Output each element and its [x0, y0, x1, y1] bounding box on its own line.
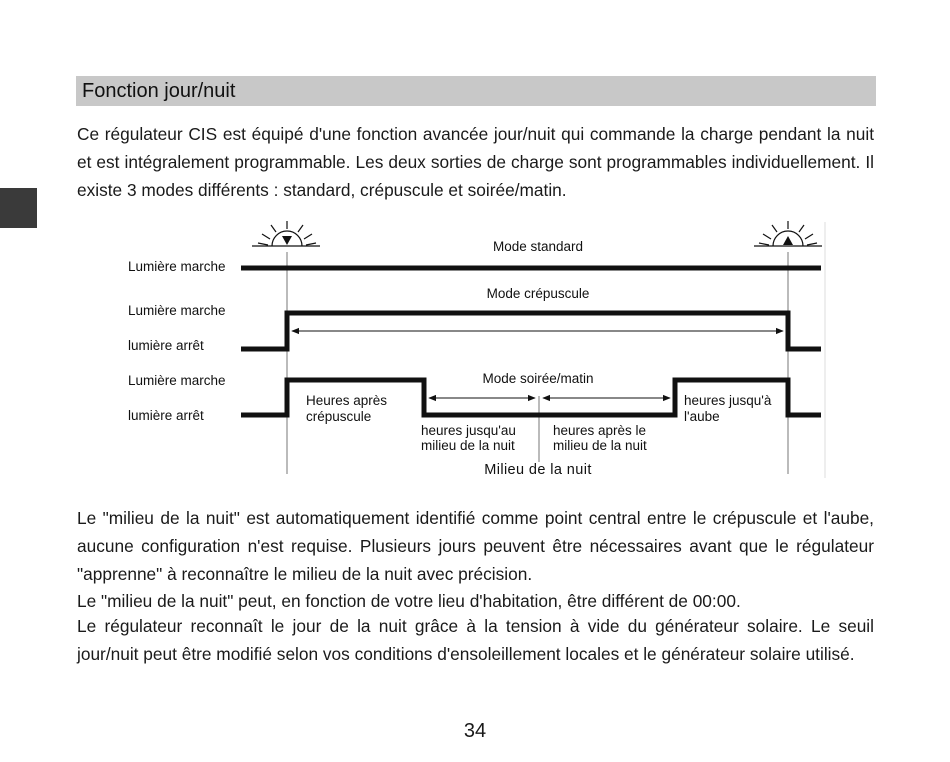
dusk-on-label: Lumière marche: [128, 303, 226, 318]
dusk-mode-title: Mode crépuscule: [486, 286, 590, 301]
hours-until-midnight-line-1: heures jusqu'au: [421, 423, 516, 438]
standard-on-label: Lumière marche: [128, 259, 226, 274]
section-title: Fonction jour/nuit: [76, 76, 876, 106]
hours-after-midnight-line-1: heures après le: [553, 423, 647, 438]
sunrise-icon: [754, 221, 822, 246]
evening-morning-off-label: lumière arrêt: [128, 408, 204, 423]
evening-morning-on-label: Lumière marche: [128, 373, 226, 388]
hours-after-midnight-line-2: milieu de la nuit: [553, 438, 647, 453]
hours-until-dawn-line-2: l'aube: [684, 409, 720, 424]
hours-after-dusk-line-2: crépuscule: [306, 409, 372, 424]
midnight-paragraph: Le "milieu de la nuit" est automatiquement identifié comme point central entre le crépuscule et l'aube, aucune configuration n'est requise. Plusieurs jours peuvent être nécessaires avant que le régulateur "apprenne" à reconnaître le milieu de la nuit avec précision.: [77, 508, 874, 584]
sunset-icon: [252, 221, 320, 246]
intro-paragraph: Ce régulateur CIS est équipé d'une fonction avancée jour/nuit qui commande la charge pendant la nuit et est intégralement programmable. Les deux sorties de charge sont programmables individuellement. Il existe 3 modes différents : standard, crépuscule et soirée/matin.: [77, 124, 874, 200]
midnight-label: Milieu de la nuit: [484, 462, 592, 478]
dusk-off-label: lumière arrêt: [128, 338, 204, 353]
location-paragraph: Le "milieu de la nuit" peut, en fonction de votre lieu d'habitation, être différent de 00:00.: [77, 591, 741, 611]
hours-until-midnight-line-2: milieu de la nuit: [421, 438, 515, 453]
evening-morning-mode-title: Mode soirée/matin: [482, 371, 594, 386]
hours-after-dusk-line-1: Heures après: [306, 393, 388, 408]
standard-mode-title: Mode standard: [492, 239, 584, 254]
threshold-paragraph: Le régulateur reconnaît le jour de la nuit grâce à la tension à vide du générateur solaire. Le seuil jour/nuit peut être modifié selon vos conditions d'ensoleillement locales et le générateur solaire utilisé.: [77, 616, 874, 664]
hours-until-dawn-line-1: heures jusqu'à: [684, 393, 772, 408]
page-number: 34: [463, 720, 487, 742]
